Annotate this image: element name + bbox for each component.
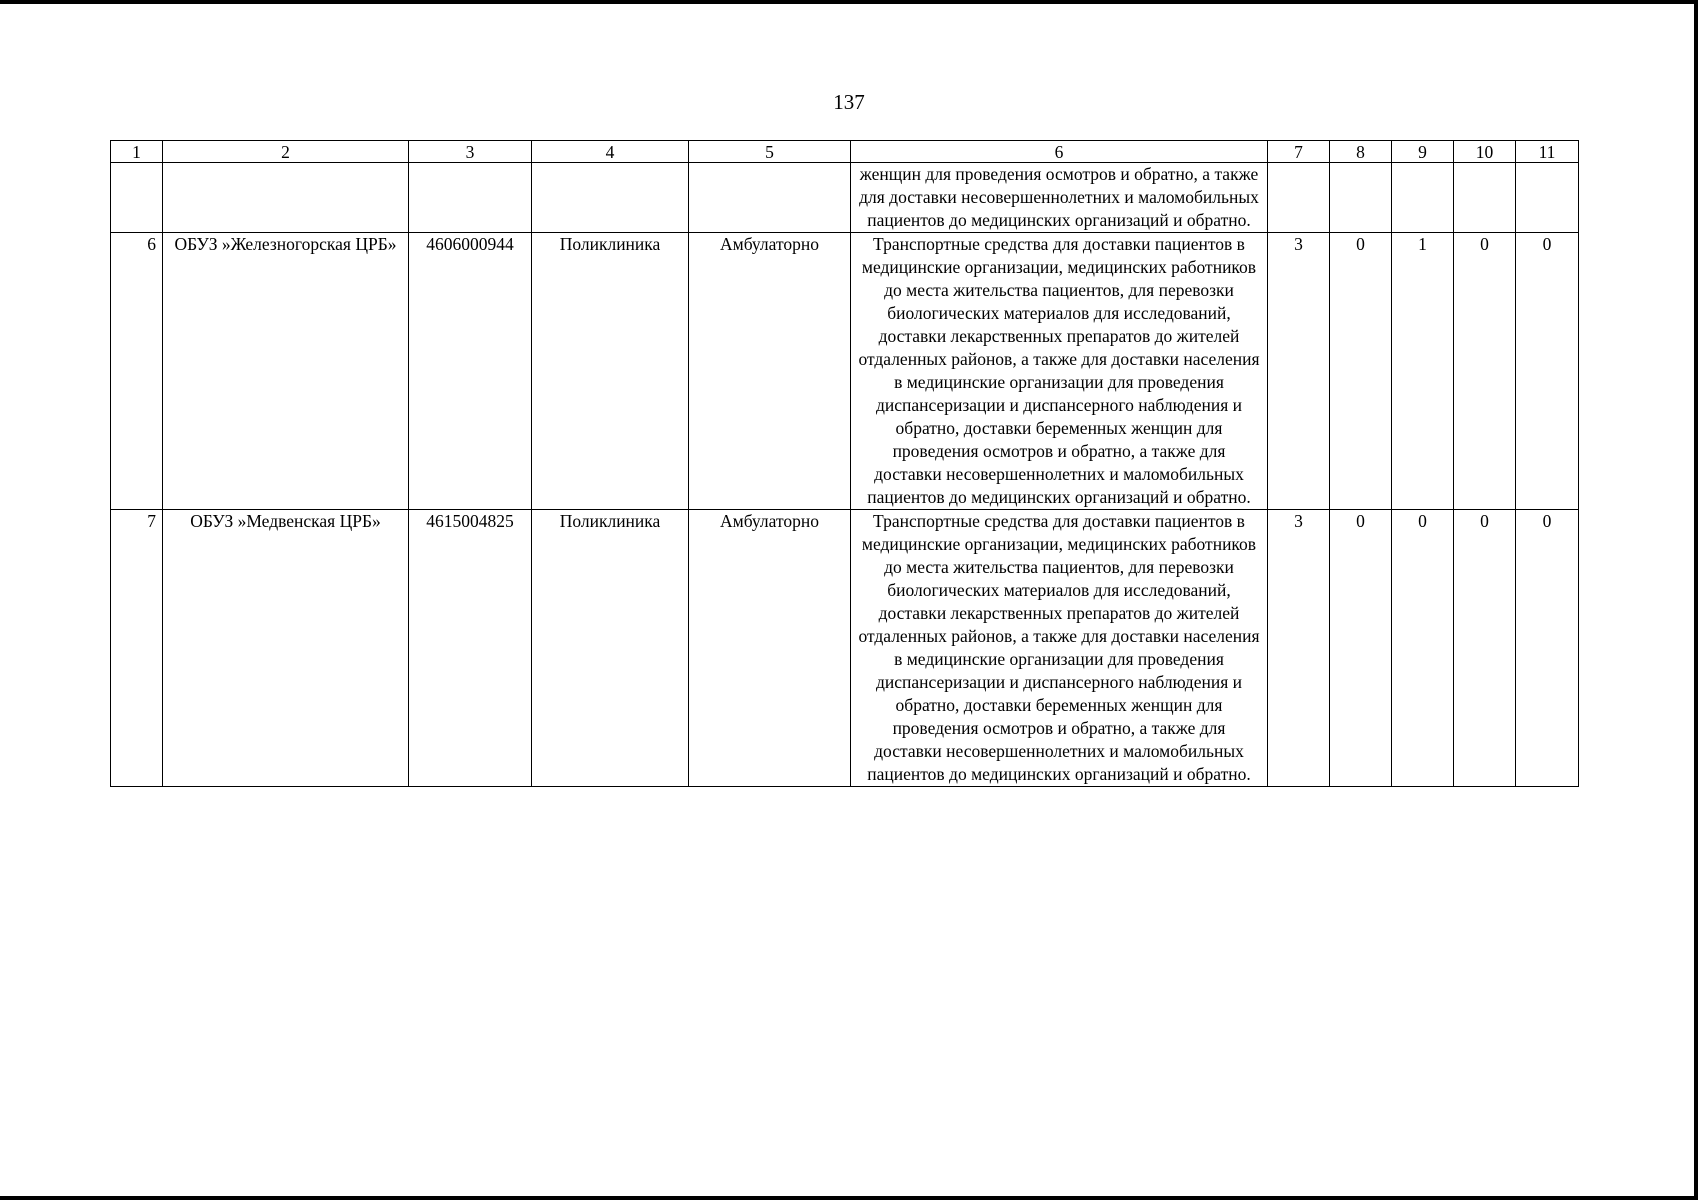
facility-type: Поликлиника bbox=[532, 233, 689, 510]
col7-value: 3 bbox=[1268, 510, 1330, 787]
col10-value bbox=[1454, 163, 1516, 233]
organization-name: ОБУЗ »Медвенская ЦРБ» bbox=[163, 510, 409, 787]
col8-value: 0 bbox=[1330, 233, 1392, 510]
column-header: 9 bbox=[1392, 141, 1454, 163]
table-row bbox=[111, 233, 1579, 510]
column-header: 7 bbox=[1268, 141, 1330, 163]
page-number: 137 bbox=[833, 90, 865, 114]
col9-value bbox=[1392, 163, 1454, 233]
care-form: Амбулаторно bbox=[689, 233, 851, 510]
column-header: 10 bbox=[1454, 141, 1516, 163]
organization-name bbox=[163, 163, 409, 233]
inn-code: 4615004825 bbox=[409, 510, 532, 787]
col8-value: 0 bbox=[1330, 510, 1392, 787]
care-form: Амбулаторно bbox=[689, 510, 851, 787]
organization-name: ОБУЗ »Железногорская ЦРБ» bbox=[163, 233, 409, 510]
facility-type bbox=[532, 163, 689, 233]
description: женщин для проведения осмотров и обратно, а также для доставки несовершеннолетних и маломобильных пациентов до медицинских организаций и обратно. bbox=[851, 163, 1268, 233]
col9-value: 0 bbox=[1392, 510, 1454, 787]
description: Транспортные средства для доставки пациентов в медицинские организации, медицинских работников до места жительства пациентов, для перевозки биологических материалов для исследований, доставки лекарственных препаратов до жителей отдаленных районов, а также для доставки населения в медицинские организации для проведения диспансеризации и диспансерного наблюдения и обратно, доставки беременных женщин для проведения осмотров и обратно, а также для доставки несовершеннолетних и маломобильных пациентов до медицинских организаций и обратно. bbox=[851, 233, 1268, 510]
column-header: 6 bbox=[851, 141, 1268, 163]
col9-value: 1 bbox=[1392, 233, 1454, 510]
column-header: 8 bbox=[1330, 141, 1392, 163]
row-number bbox=[111, 163, 163, 233]
row-number: 7 bbox=[111, 510, 163, 787]
column-header: 3 bbox=[409, 141, 532, 163]
col7-value: 3 bbox=[1268, 233, 1330, 510]
description: Транспортные средства для доставки пациентов в медицинские организации, медицинских работников до места жительства пациентов, для перевозки биологических материалов для исследований, доставки лекарственных препаратов до жителей отдаленных районов, а также для доставки населения в медицинские организации для проведения диспансеризации и диспансерного наблюдения и обратно, доставки беременных женщин для проведения осмотров и обратно, а также для доставки несовершеннолетних и маломобильных пациентов до медицинских организаций и обратно. bbox=[851, 510, 1268, 787]
col11-value bbox=[1516, 163, 1579, 233]
column-header: 5 bbox=[689, 141, 851, 163]
row-number: 6 bbox=[111, 233, 163, 510]
col8-value bbox=[1330, 163, 1392, 233]
col11-value: 0 bbox=[1516, 510, 1579, 787]
facility-type: Поликлиника bbox=[532, 510, 689, 787]
header-row bbox=[111, 141, 1579, 163]
table-row bbox=[111, 163, 1579, 233]
col7-value bbox=[1268, 163, 1330, 233]
column-header: 4 bbox=[532, 141, 689, 163]
column-header: 2 bbox=[163, 141, 409, 163]
column-header: 11 bbox=[1516, 141, 1579, 163]
column-header: 1 bbox=[111, 141, 163, 163]
col11-value: 0 bbox=[1516, 233, 1579, 510]
table-row bbox=[111, 510, 1579, 787]
data-table bbox=[110, 140, 1579, 787]
inn-code bbox=[409, 163, 532, 233]
col10-value: 0 bbox=[1454, 233, 1516, 510]
col10-value: 0 bbox=[1454, 510, 1516, 787]
care-form bbox=[689, 163, 851, 233]
inn-code: 4606000944 bbox=[409, 233, 532, 510]
